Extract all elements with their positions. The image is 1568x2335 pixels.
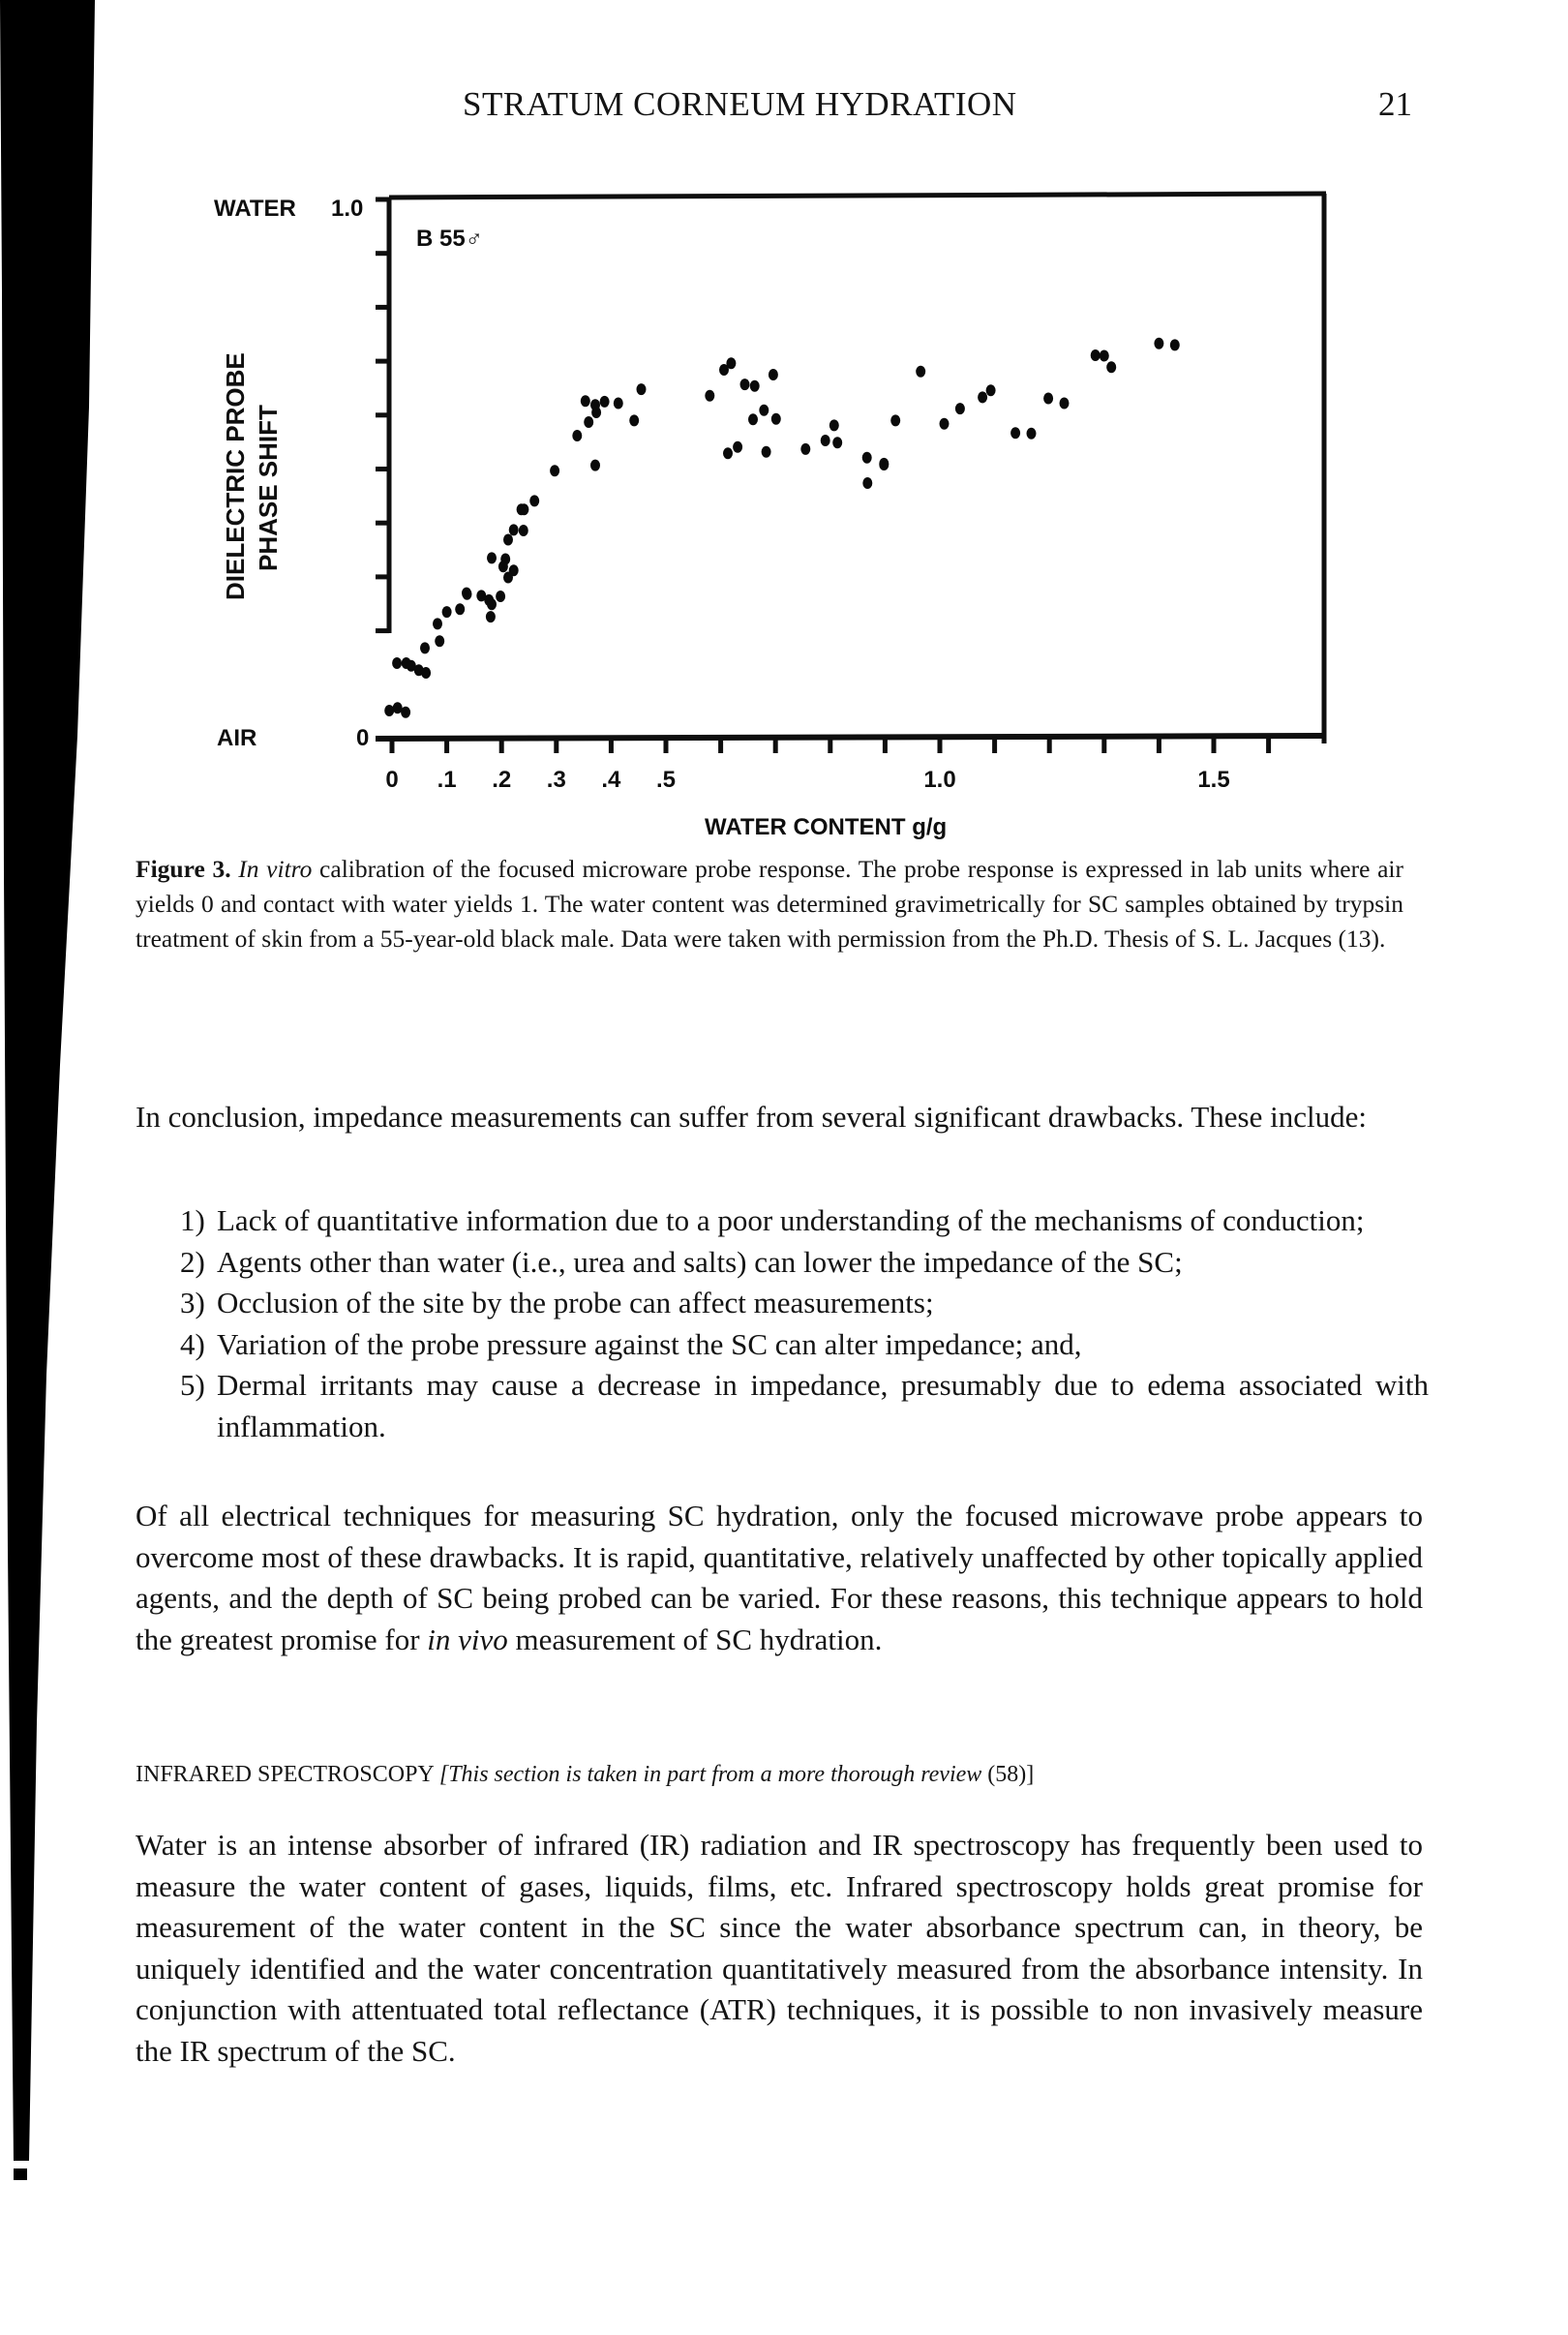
data-point	[1154, 338, 1163, 349]
data-point	[1010, 427, 1020, 439]
data-point	[503, 534, 513, 546]
list-item: 5) Dermal irritants may cause a decrease in impedance, presumably due to edema associated with inflammation.	[180, 1368, 1429, 1443]
data-point	[581, 395, 590, 407]
data-point	[572, 430, 582, 441]
x-tick-label: .5	[655, 767, 677, 793]
paragraph-conclusion: In conclusion, impedance measurements can suffer from several significant drawbacks. These include:	[136, 1100, 1367, 1134]
y-tick-label-bottom: 0	[356, 725, 370, 751]
x-axis-title: WATER CONTENT g/g	[705, 814, 948, 840]
data-point	[519, 525, 528, 536]
data-point	[750, 380, 760, 392]
data-point	[498, 561, 508, 572]
data-point	[1027, 428, 1037, 440]
data-point	[487, 598, 497, 610]
paragraph-microwave-probe: Of all electrical techniques for measuring SC hydration, only the focused microwave probe appears to overcome most of these drawbacks. It is rapid, quantitative, relatively unaffected by other topically applied agents, and the depth of SC being probed can be varied. For these reasons, this technique appears to hold the greatest promise for in vivo measurement of SC hydration.	[136, 1499, 1423, 1656]
data-point	[916, 366, 925, 378]
data-point	[384, 705, 394, 716]
data-point	[629, 414, 639, 426]
data-point	[719, 364, 729, 376]
data-point	[1106, 361, 1116, 373]
data-point	[762, 446, 771, 458]
data-points	[384, 338, 1180, 718]
data-point	[771, 413, 781, 425]
data-point	[486, 611, 496, 622]
data-point	[529, 495, 539, 506]
data-point	[723, 447, 733, 459]
data-point	[829, 419, 839, 431]
scatter-plot	[0, 0, 1568, 871]
data-point	[986, 384, 996, 396]
data-point	[496, 591, 505, 602]
series-annotation: B 55♂	[416, 226, 483, 252]
running-head: STRATUM CORNEUM HYDRATION	[463, 85, 1017, 123]
data-point	[503, 572, 513, 584]
y-bottom-end-label: AIR	[217, 725, 257, 751]
figure-3-chart	[0, 0, 1568, 871]
x-tick-label: .1	[437, 767, 457, 793]
data-point	[821, 435, 830, 446]
x-tick-label: 0	[385, 767, 399, 793]
data-point	[455, 603, 465, 615]
data-point	[614, 398, 623, 409]
y-top-end-label: WATER	[214, 196, 296, 222]
data-point	[940, 418, 950, 430]
data-point	[740, 379, 750, 390]
x-tick-label: .3	[546, 767, 566, 793]
figure-caption	[136, 852, 1403, 956]
data-point	[550, 465, 559, 476]
data-point	[890, 414, 900, 426]
data-point	[1043, 393, 1053, 405]
data-point	[800, 443, 810, 455]
data-point	[862, 452, 872, 464]
chart-axes	[376, 194, 1326, 743]
data-point	[519, 503, 528, 515]
y-tick-label-top: 1.0	[331, 196, 364, 222]
data-point	[590, 460, 600, 471]
svg-text:DIELECTRIC PROBE: DIELECTRIC PROBE	[221, 352, 250, 600]
data-point	[1091, 349, 1101, 361]
y-axis-title	[221, 352, 283, 600]
x-tick-labels	[385, 767, 1229, 793]
data-point	[978, 391, 987, 403]
x-tick-label: 1.0	[923, 767, 956, 793]
svg-text:PHASE SHIFT: PHASE SHIFT	[254, 405, 283, 571]
data-point	[955, 403, 965, 414]
data-point	[421, 667, 431, 679]
caption-label: Figure 3.	[136, 855, 231, 883]
data-point	[1060, 398, 1070, 409]
data-point	[769, 369, 778, 380]
data-point	[832, 437, 842, 448]
x-tick-label: .2	[492, 767, 512, 793]
list-item: 2) Agents other than water (i.e., urea and salts) can lower the impedance of the SC;	[180, 1244, 1183, 1279]
x-tick-label: .4	[601, 767, 621, 793]
data-point	[759, 405, 769, 416]
data-point	[1100, 350, 1109, 362]
data-point	[442, 606, 452, 618]
paragraph-infrared: Water is an intense absorber of infrared (IR) radiation and IR spectroscopy has frequently been used to measure the water content of gases, liquids, films, etc. Infrared spectroscopy holds great promise for measurement of the water content in the SC since the water absorbance spectrum can, in theory, be uniquely identified and the water concentration quantitatively measured from the absorbance intensity. In conjunction with attentuated total reflectance (ATR) techniques, it is possible to non invasively measure the IR spectrum of the SC.	[136, 1828, 1423, 2068]
data-point	[487, 552, 497, 563]
x-tick-label: 1.5	[1197, 767, 1230, 793]
data-point	[862, 477, 872, 489]
data-point	[748, 413, 758, 425]
data-point	[591, 407, 601, 418]
data-point	[879, 458, 889, 470]
data-point	[509, 524, 519, 535]
section-heading-infrared: INFRARED SPECTROSCOPY [This section is taken in part from a more thorough review (58)]	[136, 1762, 1035, 1787]
data-point	[392, 657, 402, 669]
drawbacks-list	[180, 1200, 1429, 1447]
data-point	[705, 390, 714, 402]
data-point	[1170, 339, 1180, 350]
caption-italic-lead: In vitro	[238, 855, 313, 883]
list-item: 4) Variation of the probe pressure against the SC can alter impedance; and,	[180, 1326, 1082, 1361]
data-point	[637, 383, 647, 395]
data-point	[463, 589, 472, 600]
page-number: 21	[1378, 85, 1412, 123]
data-point	[600, 396, 610, 408]
data-point	[733, 441, 742, 453]
data-point	[393, 702, 403, 713]
data-point	[435, 635, 444, 647]
data-point	[584, 416, 593, 428]
list-item: 1) Lack of quantitative information due to a poor understanding of the mechanisms of conduction;	[180, 1203, 1365, 1237]
list-item: 3) Occlusion of the site by the probe can affect measurements;	[180, 1286, 934, 1319]
data-point	[433, 618, 442, 629]
data-point	[420, 642, 430, 653]
caption-text: calibration of the focused microware probe response. The probe response is expressed in lab units where air yields 0 and contact with water yields 1. The water content was determined gravimetrically for SC samples obtained by trypsin treatment of skin from a 55-year-old black male. Data were taken with permission from the Ph.D. Thesis of S. L. Jacques (13).	[136, 855, 1404, 953]
